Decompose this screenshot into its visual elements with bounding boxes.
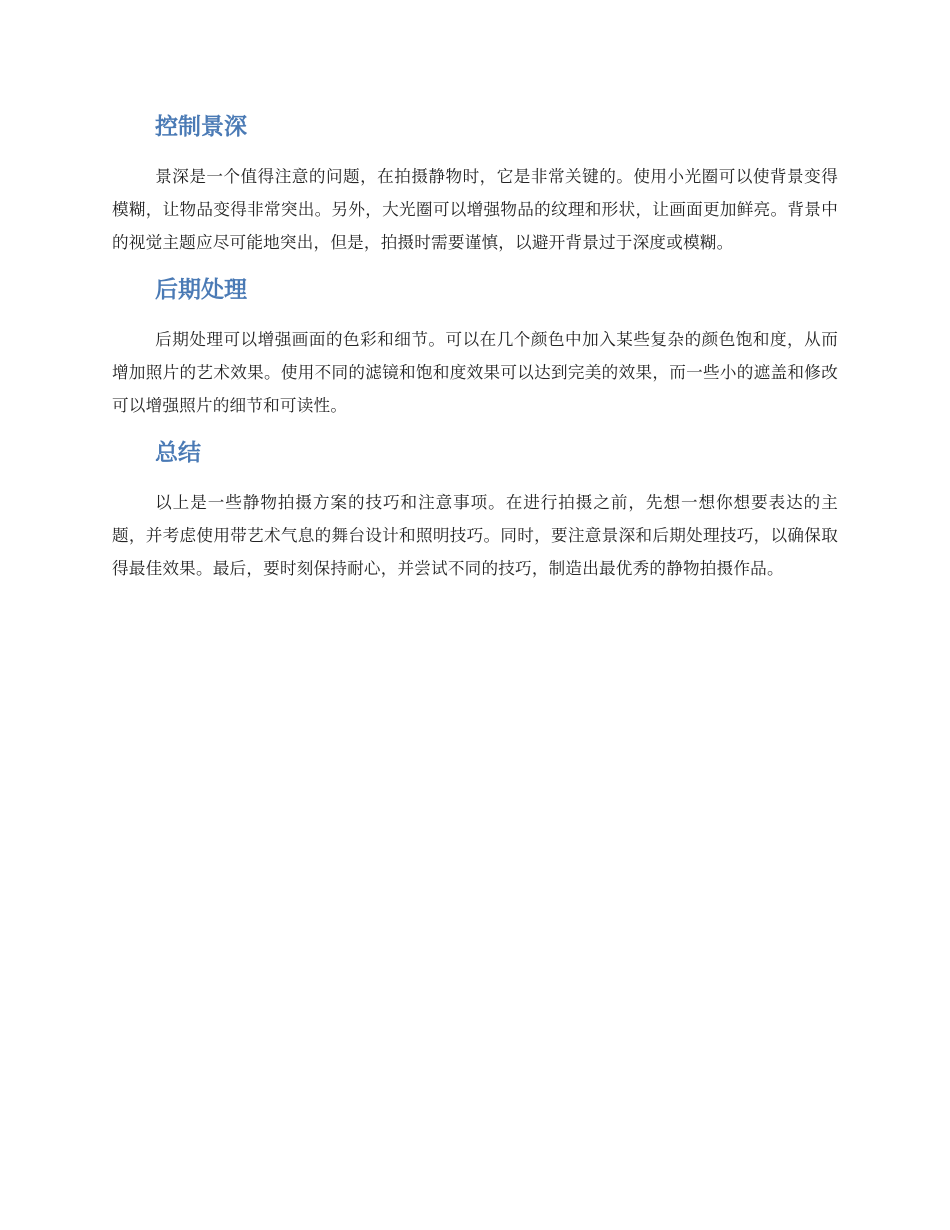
section-heading: 控制景深 (155, 114, 247, 140)
section-paragraph: 后期处理可以增强画面的色彩和细节。可以在几个颜色中加入某些复杂的颜色饱和度，从而增加照片的艺术效果。使用不同的滤镜和饱和度效果可以达到完美的效果，而一些小的遮盖和修改可以增强照片的细节和可读性。 (112, 330, 838, 415)
document-page (112, 110, 838, 585)
section-heading: 后期处理 (155, 277, 247, 303)
section-paragraph: 景深是一个值得注意的问题，在拍摄静物时，它是非常关键的。使用小光圈可以使背景变得模糊，让物品变得非常突出。另外，大光圈可以增强物品的纹理和形状，让画面更加鲜亮。背景中的视觉主题应尽可能地突出，但是，拍摄时需要谨慎，以避开背景过于深度或模糊。 (112, 167, 838, 252)
section-paragraph: 以上是一些静物拍摄方案的技巧和注意事项。在进行拍摄之前，先想一想你想要表达的主题，并考虑使用带艺术气息的舞台设计和照明技巧。同时，要注意景深和后期处理技巧，以确保取得最佳效果。最后，要时刻保持耐心，并尝试不同的技巧，制造出最优秀的静物拍摄作品。 (112, 493, 838, 578)
section-summary (112, 436, 838, 585)
section-heading: 总结 (155, 440, 201, 466)
section-depth-of-field (112, 110, 838, 259)
section-post-processing (112, 273, 838, 422)
